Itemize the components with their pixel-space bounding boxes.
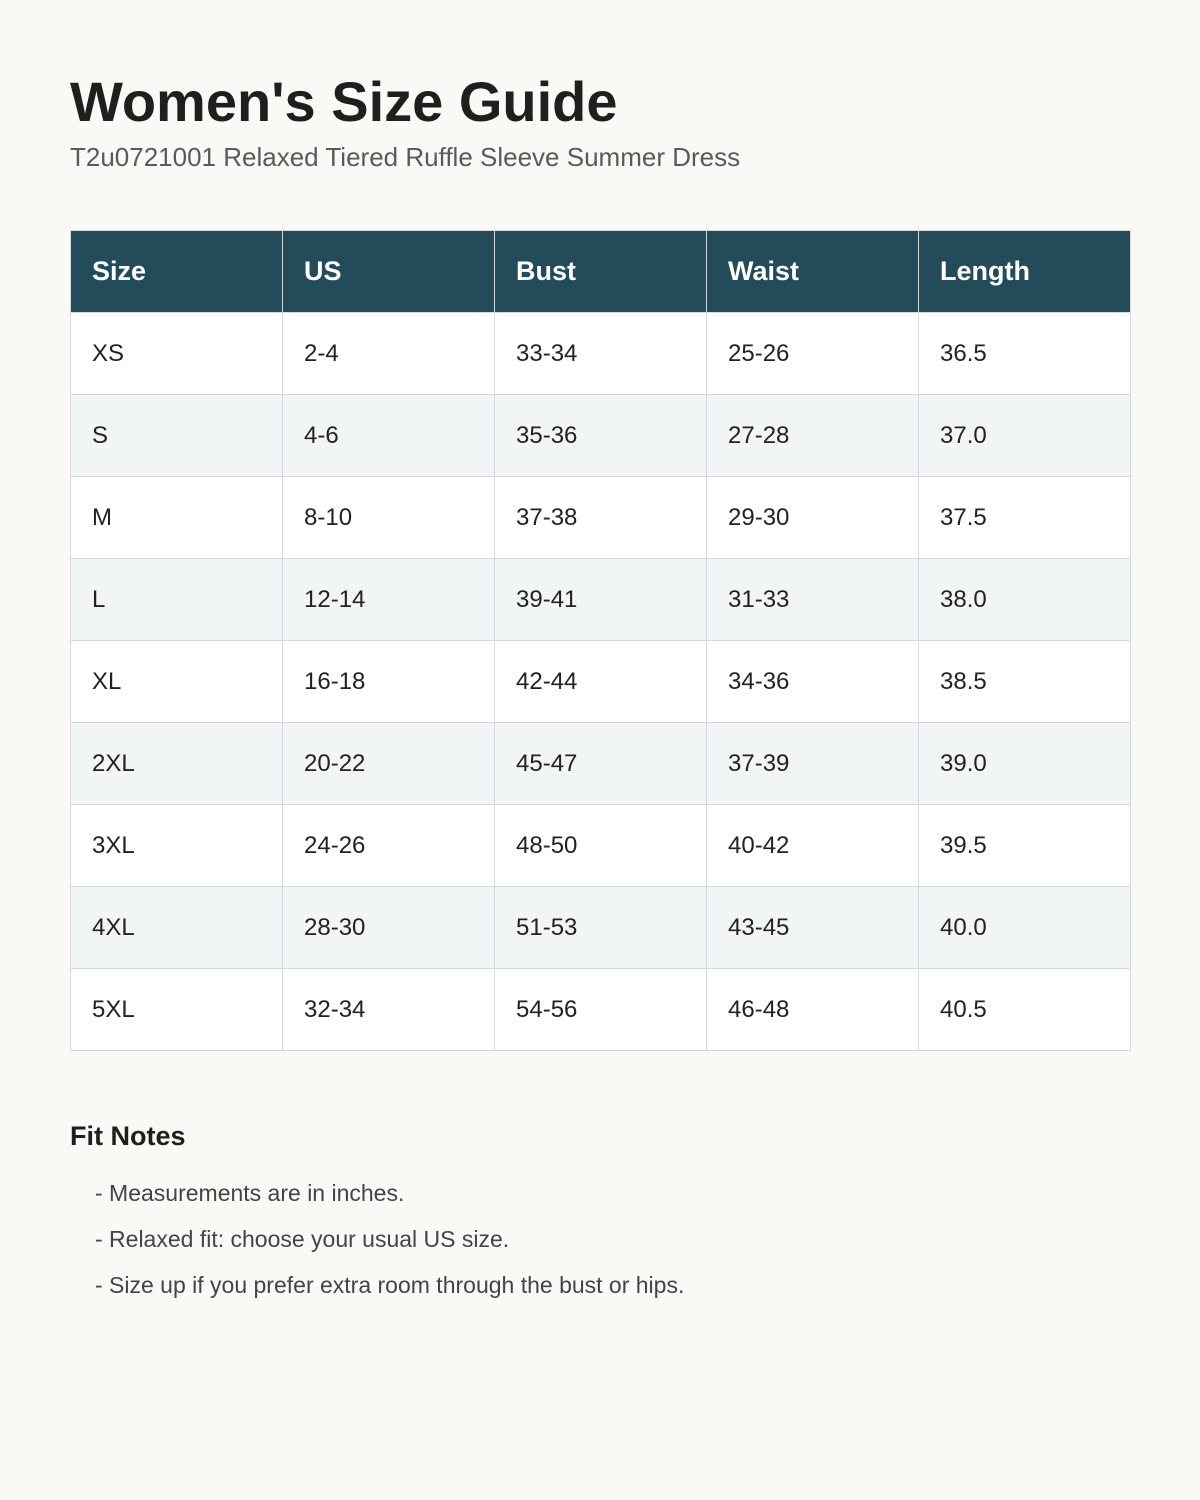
- cell-waist: 40-42: [707, 805, 919, 887]
- fit-notes-section: [70, 1118, 1131, 1308]
- table-row: [71, 477, 1131, 559]
- cell-waist: 37-39: [707, 723, 919, 805]
- table-header-row: [71, 231, 1131, 313]
- cell-us: 12-14: [283, 559, 495, 641]
- cell-bust: 35-36: [495, 395, 707, 477]
- table-row: [71, 313, 1131, 395]
- cell-us: 28-30: [283, 887, 495, 969]
- table-row: [71, 395, 1131, 477]
- cell-size: M: [71, 477, 283, 559]
- cell-size: 3XL: [71, 805, 283, 887]
- fit-note-item: - Relaxed fit: choose your usual US size.: [95, 1226, 510, 1252]
- cell-us: 20-22: [283, 723, 495, 805]
- table-row: [71, 723, 1131, 805]
- cell-waist: 43-45: [707, 887, 919, 969]
- cell-size: 2XL: [71, 723, 283, 805]
- cell-us: 32-34: [283, 969, 495, 1051]
- cell-bust: 48-50: [495, 805, 707, 887]
- fit-notes-list: [70, 1170, 1131, 1308]
- cell-length: 40.5: [919, 969, 1131, 1051]
- cell-waist: 34-36: [707, 641, 919, 723]
- column-header-bust: Bust: [495, 231, 707, 313]
- cell-length: 38.0: [919, 559, 1131, 641]
- cell-bust: 51-53: [495, 887, 707, 969]
- size-chart-table: [70, 230, 1131, 1051]
- cell-bust: 42-44: [495, 641, 707, 723]
- column-header-length: Length: [919, 231, 1131, 313]
- cell-size: S: [71, 395, 283, 477]
- column-header-us: US: [283, 231, 495, 313]
- table-header: [71, 231, 1131, 313]
- cell-size: L: [71, 559, 283, 641]
- cell-length: 36.5: [919, 313, 1131, 395]
- cell-length: 40.0: [919, 887, 1131, 969]
- cell-waist: 31-33: [707, 559, 919, 641]
- cell-length: 39.0: [919, 723, 1131, 805]
- cell-bust: 54-56: [495, 969, 707, 1051]
- cell-size: XS: [71, 313, 283, 395]
- cell-bust: 39-41: [495, 559, 707, 641]
- cell-us: 4-6: [283, 395, 495, 477]
- table-body: [71, 313, 1131, 1051]
- cell-us: 8-10: [283, 477, 495, 559]
- column-header-size: Size: [71, 231, 283, 313]
- product-subtitle: T2u0721001 Relaxed Tiered Ruffle Sleeve Summer Dress: [70, 142, 741, 172]
- cell-waist: 27-28: [707, 395, 919, 477]
- cell-us: 24-26: [283, 805, 495, 887]
- fit-note-item: - Measurements are in inches.: [95, 1180, 405, 1206]
- cell-waist: 46-48: [707, 969, 919, 1051]
- cell-us: 2-4: [283, 313, 495, 395]
- fit-notes-heading: Fit Notes: [70, 1121, 186, 1151]
- table-row: [71, 887, 1131, 969]
- cell-size: 4XL: [71, 887, 283, 969]
- table-row: [71, 641, 1131, 723]
- cell-size: XL: [71, 641, 283, 723]
- cell-length: 37.0: [919, 395, 1131, 477]
- cell-waist: 29-30: [707, 477, 919, 559]
- fit-note-item: - Size up if you prefer extra room through the bust or hips.: [95, 1272, 685, 1298]
- cell-bust: 37-38: [495, 477, 707, 559]
- table-row: [71, 969, 1131, 1051]
- table-row: [71, 559, 1131, 641]
- cell-waist: 25-26: [707, 313, 919, 395]
- table-row: [71, 805, 1131, 887]
- cell-length: 38.5: [919, 641, 1131, 723]
- cell-bust: 45-47: [495, 723, 707, 805]
- cell-size: 5XL: [71, 969, 283, 1051]
- cell-length: 39.5: [919, 805, 1131, 887]
- cell-us: 16-18: [283, 641, 495, 723]
- column-header-waist: Waist: [707, 231, 919, 313]
- cell-bust: 33-34: [495, 313, 707, 395]
- cell-length: 37.5: [919, 477, 1131, 559]
- page-title: Women's Size Guide: [70, 70, 618, 133]
